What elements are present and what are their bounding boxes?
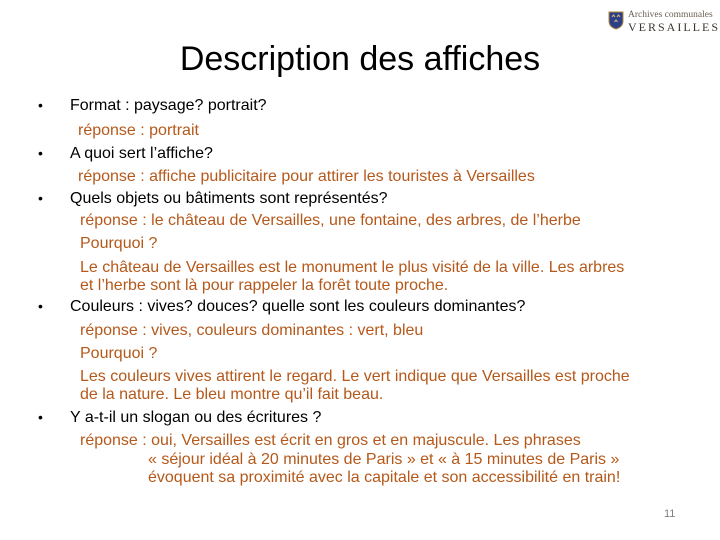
answer-line: Les couleurs vives attirent le regard. Le vert indique que Versailles est proche [80, 368, 630, 385]
bullet-marker: • [38, 190, 43, 206]
answer-line: de la nature. Le bleu montre qu’il fait beau. [80, 386, 384, 403]
slide-title: Description des affiches [179, 40, 541, 78]
answer-line: réponse : oui, Versailles est écrit en gros et en majuscule. Les phrases [80, 432, 581, 449]
question-format: Format : paysage? portrait? [70, 97, 267, 114]
answer-line: évoquent sa proximité avec la capitale et son accessibilité en train! [148, 469, 621, 486]
bullet-marker: • [38, 145, 43, 161]
answer-line: réponse : le château de Versailles, une fontaine, des arbres, de l’herbe [80, 212, 581, 229]
answer-line: réponse : affiche publicitaire pour attirer les touristes à Versailles [78, 168, 535, 185]
answer-line: réponse : vives, couleurs dominantes : vert, bleu [80, 322, 424, 339]
answer-line: Le château de Versailles est le monument le plus visité de la ville. Les arbres [80, 259, 625, 276]
bullet-marker: • [38, 298, 43, 314]
logo-line2: VERSAILLES [628, 20, 720, 34]
question-objects: Quels objets ou bâtiments sont représentés? [70, 190, 388, 207]
answer-line: « séjour idéal à 20 minutes de Paris » et « à 15 minutes de Paris » [148, 451, 620, 468]
answer-line: Pourquoi ? [80, 235, 158, 252]
bullet-marker: • [38, 97, 43, 113]
answer-line: réponse : portrait [78, 122, 199, 139]
question-slogan: Y a-t-il un slogan ou des écritures ? [70, 409, 322, 426]
question-purpose: A quoi sert l’affiche? [70, 145, 213, 162]
logo-line1: Archives communales [628, 10, 713, 20]
answer-line: et l’herbe sont là pour rappeler la forêt toute proche. [80, 277, 449, 294]
question-colors: Couleurs : vives? douces? quelle sont les couleurs dominantes? [70, 298, 526, 315]
coat-of-arms-icon [607, 10, 625, 30]
page-number: 11 [664, 508, 676, 520]
bullet-marker: • [38, 409, 43, 425]
answer-line: Pourquoi ? [80, 345, 158, 362]
archives-versailles-logo [607, 10, 720, 34]
